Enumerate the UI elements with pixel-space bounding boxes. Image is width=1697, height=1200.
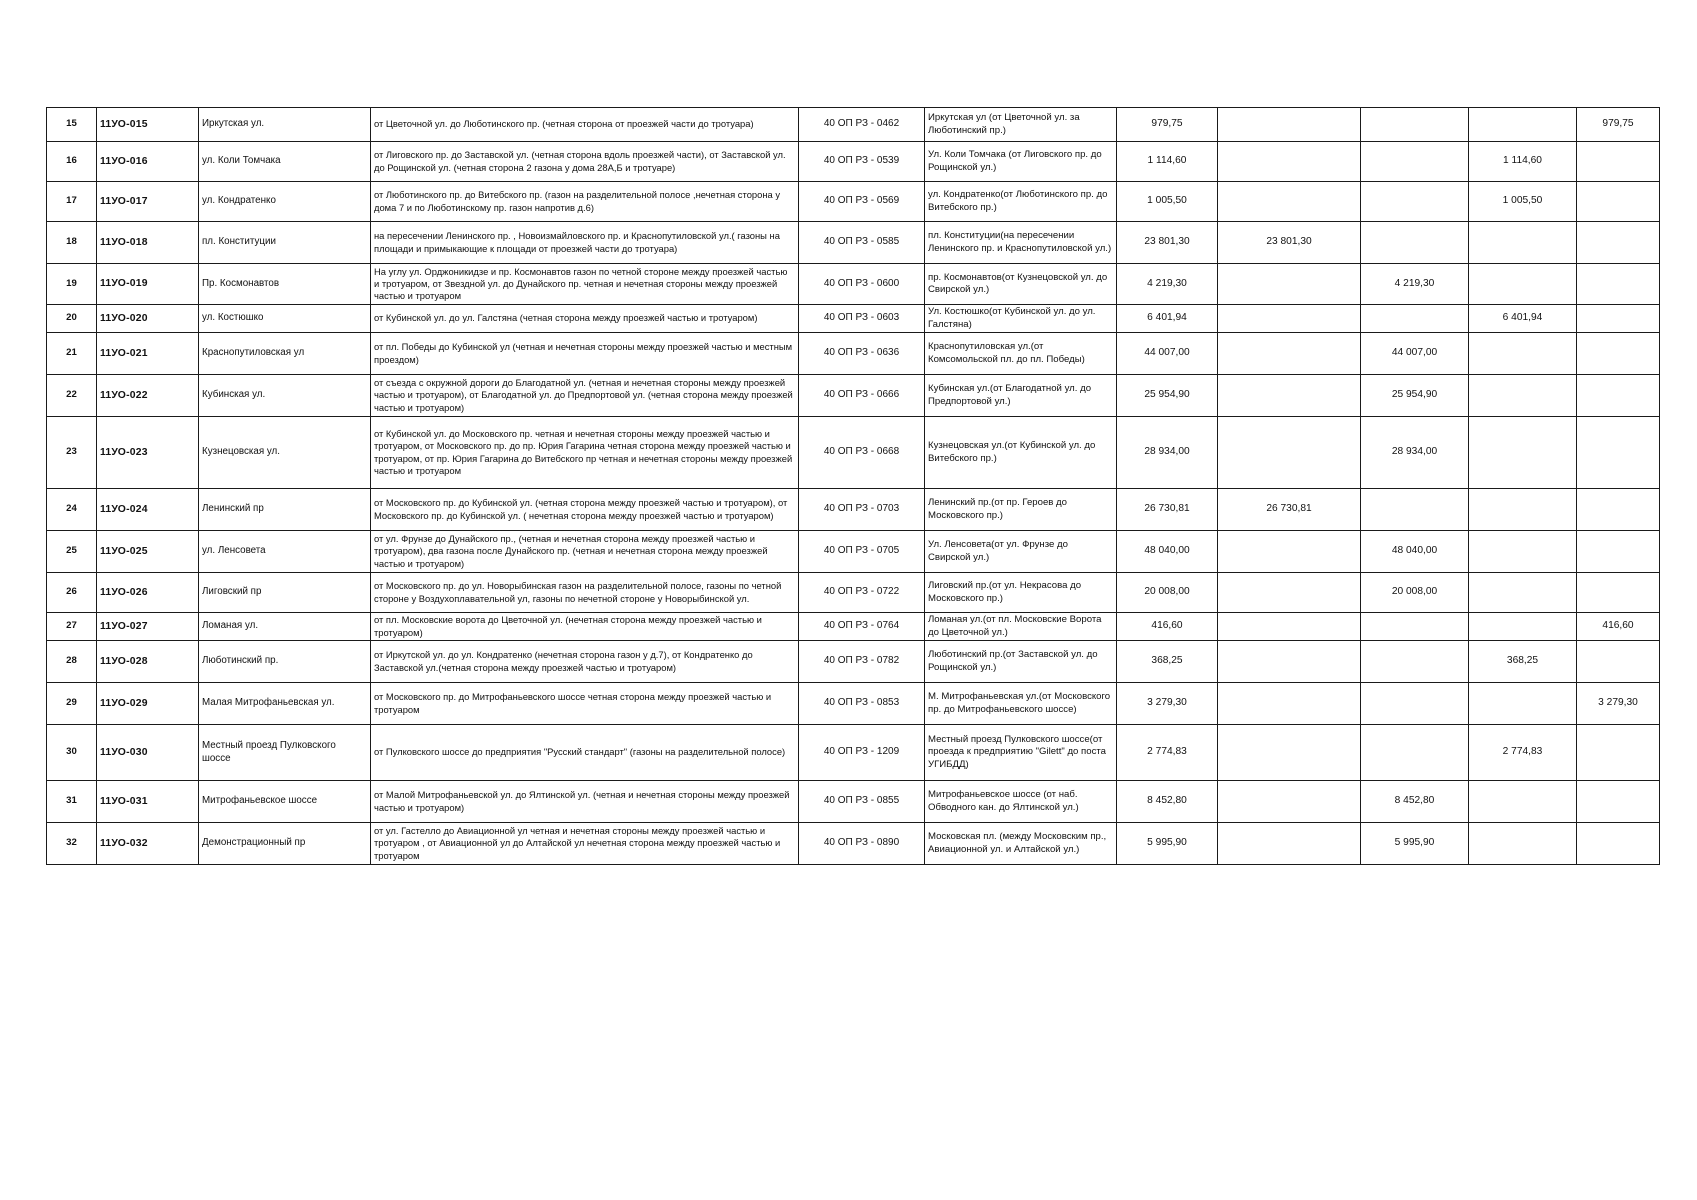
object-code: 11УО-023 (97, 417, 199, 489)
street-name: Ленинский пр (199, 489, 371, 531)
category-1-area (1218, 375, 1361, 417)
road-registry-id: 40 ОП РЗ - 0703 (799, 489, 925, 531)
category-1-area: 26 730,81 (1218, 489, 1361, 531)
table-row (47, 222, 1660, 264)
table-row (47, 305, 1660, 333)
category-2-area: 48 040,00 (1361, 531, 1469, 573)
category-4-area (1577, 641, 1660, 683)
row-number: 25 (47, 531, 97, 573)
total-area: 28 934,00 (1117, 417, 1218, 489)
location-description: от съезда с окружной дороги до Благодатной ул. (четная и нечетная стороны между проезжей частью и тротуаром), от Благодатной ул. до Предпортовой ул. (четная сторона между проезжей частью и тротуаром) (371, 375, 799, 417)
row-number: 17 (47, 182, 97, 222)
street-name: ул. Ленсовета (199, 531, 371, 573)
total-area: 1 005,50 (1117, 182, 1218, 222)
category-4-area (1577, 781, 1660, 823)
road-registry-id: 40 ОП РЗ - 0722 (799, 573, 925, 613)
object-code: 11УО-025 (97, 531, 199, 573)
total-area: 3 279,30 (1117, 683, 1218, 725)
category-4-area (1577, 725, 1660, 781)
category-3-area (1469, 823, 1577, 865)
street-name: Демонстрационный пр (199, 823, 371, 865)
road-registry-id: 40 ОП РЗ - 0600 (799, 264, 925, 305)
road-segment-description: Кузнецовская ул.(от Кубинской ул. до Витебского пр.) (925, 417, 1117, 489)
road-registry-id: 40 ОП РЗ - 0705 (799, 531, 925, 573)
table-row (47, 641, 1660, 683)
location-description: от Цветочной ул. до Люботинского пр. (четная сторона от проезжей части до тротуара) (371, 108, 799, 142)
category-1-area (1218, 333, 1361, 375)
table-row (47, 613, 1660, 641)
total-area: 1 114,60 (1117, 142, 1218, 182)
row-number: 18 (47, 222, 97, 264)
total-area: 979,75 (1117, 108, 1218, 142)
category-3-area: 2 774,83 (1469, 725, 1577, 781)
greenery-areas-table (46, 107, 1660, 865)
row-number: 15 (47, 108, 97, 142)
road-segment-description: Ломаная ул.(от пл. Московские Ворота до Цветочной ул.) (925, 613, 1117, 641)
road-segment-description: ул. Кондратенко(от Люботинского пр. до Витебского пр.) (925, 182, 1117, 222)
category-4-area (1577, 305, 1660, 333)
road-segment-description: Ул. Ленсовета(от ул. Фрунзе до Свирской ул.) (925, 531, 1117, 573)
road-registry-id: 40 ОП РЗ - 0569 (799, 182, 925, 222)
table-row (47, 333, 1660, 375)
location-description: от Люботинского пр. до Витебского пр. (газон на разделительной полосе ,нечетная сторона у дома 7 и по Люботинскому пр. газон напротив д.6) (371, 182, 799, 222)
category-4-area (1577, 573, 1660, 613)
road-segment-description: Кубинская ул.(от Благодатной ул. до Предпортовой ул.) (925, 375, 1117, 417)
road-segment-description: пл. Конституции(на пересечении Ленинского пр. и Краснопутиловской ул.) (925, 222, 1117, 264)
road-segment-description: Ул. Костюшко(от Кубинской ул. до ул. Галстяна) (925, 305, 1117, 333)
category-3-area (1469, 108, 1577, 142)
table-row (47, 375, 1660, 417)
category-1-area (1218, 613, 1361, 641)
category-3-area: 1 114,60 (1469, 142, 1577, 182)
category-1-area (1218, 781, 1361, 823)
object-code: 11УО-024 (97, 489, 199, 531)
road-registry-id: 40 ОП РЗ - 0539 (799, 142, 925, 182)
road-segment-description: Люботинский пр.(от Заставской ул. до Рощинской ул.) (925, 641, 1117, 683)
row-number: 32 (47, 823, 97, 865)
category-3-area (1469, 333, 1577, 375)
category-1-area (1218, 573, 1361, 613)
category-1-area (1218, 823, 1361, 865)
category-3-area: 1 005,50 (1469, 182, 1577, 222)
object-code: 11УО-022 (97, 375, 199, 417)
category-2-area (1361, 182, 1469, 222)
category-4-area (1577, 489, 1660, 531)
location-description: от Пулковского шоссе до предприятия "Русский стандарт" (газоны на разделительной полосе) (371, 725, 799, 781)
category-3-area (1469, 417, 1577, 489)
row-number: 27 (47, 613, 97, 641)
location-description: от Московского пр. до ул. Новорыбинская газон на разделительной полосе, газоны по четной стороне у Воздухоплавательной ул, газоны по нечетной стороне у Новорыбинской ул. (371, 573, 799, 613)
object-code: 11УО-016 (97, 142, 199, 182)
street-name: Иркутская ул. (199, 108, 371, 142)
object-code: 11УО-015 (97, 108, 199, 142)
category-1-area (1218, 182, 1361, 222)
location-description: от ул. Гастелло до Авиационной ул четная и нечетная стороны между проезжей частью и тротуаром , от Авиационной ул до Алтайской ул нечетная сторона между проезжей частью и тротуаром (371, 823, 799, 865)
object-code: 11УО-021 (97, 333, 199, 375)
row-number: 31 (47, 781, 97, 823)
location-description: от Московского пр. до Кубинской ул. (четная сторона между проезжей частью и тротуаром), от Московского пр. до Кубинской ул. ( нечетная сторона между проезжей частью и тротуаром) (371, 489, 799, 531)
road-segment-description: Иркутская ул (от Цветочной ул. за Люботинский пр.) (925, 108, 1117, 142)
road-segment-description: Митрофаньевское шоссе (от наб. Обводного кан. до Ялтинской ул.) (925, 781, 1117, 823)
row-number: 19 (47, 264, 97, 305)
category-4-area (1577, 417, 1660, 489)
object-code: 11УО-020 (97, 305, 199, 333)
location-description: от пл. Победы до Кубинской ул (четная и нечетная стороны между проезжей частью и местным проездом) (371, 333, 799, 375)
row-number: 16 (47, 142, 97, 182)
street-name: Кубинская ул. (199, 375, 371, 417)
category-2-area (1361, 683, 1469, 725)
row-number: 23 (47, 417, 97, 489)
location-description: от Московского пр. до Митрофаньевского шоссе четная сторона между проезжей частью и тротуаром (371, 683, 799, 725)
row-number: 29 (47, 683, 97, 725)
category-2-area (1361, 489, 1469, 531)
category-2-area: 20 008,00 (1361, 573, 1469, 613)
location-description: На углу ул. Орджоникидзе и пр. Космонавтов газон по четной стороне между проезжей частью и тротуаром, от Звездной ул. до Дунайского пр. четная и нечетная стороны между проезжей частью и тротуаром (371, 264, 799, 305)
street-name: Митрофаньевское шоссе (199, 781, 371, 823)
street-name: Лиговский пр (199, 573, 371, 613)
category-2-area (1361, 613, 1469, 641)
road-registry-id: 40 ОП РЗ - 0636 (799, 333, 925, 375)
row-number: 28 (47, 641, 97, 683)
object-code: 11УО-029 (97, 683, 199, 725)
category-1-area (1218, 264, 1361, 305)
category-2-area: 25 954,90 (1361, 375, 1469, 417)
object-code: 11УО-027 (97, 613, 199, 641)
category-4-area (1577, 142, 1660, 182)
category-3-area (1469, 683, 1577, 725)
category-4-area (1577, 264, 1660, 305)
total-area: 416,60 (1117, 613, 1218, 641)
category-2-area (1361, 222, 1469, 264)
category-1-area (1218, 108, 1361, 142)
category-1-area (1218, 641, 1361, 683)
category-2-area (1361, 142, 1469, 182)
category-3-area (1469, 375, 1577, 417)
road-registry-id: 40 ОП РЗ - 0585 (799, 222, 925, 264)
table-row (47, 781, 1660, 823)
category-2-area: 44 007,00 (1361, 333, 1469, 375)
category-1-area (1218, 725, 1361, 781)
category-3-area (1469, 781, 1577, 823)
object-code: 11УО-030 (97, 725, 199, 781)
category-2-area (1361, 725, 1469, 781)
category-1-area (1218, 531, 1361, 573)
road-segment-description: Лиговский пр.(от ул. Некрасова до Московского пр.) (925, 573, 1117, 613)
table-row (47, 489, 1660, 531)
total-area: 48 040,00 (1117, 531, 1218, 573)
category-2-area: 5 995,90 (1361, 823, 1469, 865)
total-area: 23 801,30 (1117, 222, 1218, 264)
category-1-area (1218, 142, 1361, 182)
category-1-area: 23 801,30 (1218, 222, 1361, 264)
total-area: 5 995,90 (1117, 823, 1218, 865)
total-area: 2 774,83 (1117, 725, 1218, 781)
category-3-area (1469, 613, 1577, 641)
table-row (47, 683, 1660, 725)
street-name: Пр. Космонавтов (199, 264, 371, 305)
document-sheet (46, 107, 1659, 865)
row-number: 26 (47, 573, 97, 613)
location-description: от Малой Митрофаньевской ул. до Ялтинской ул. (четная и нечетная стороны между проезжей частью и тротуаром) (371, 781, 799, 823)
location-description: от Лиговского пр. до Заставской ул. (четная сторона вдоль проезжей части), от Заставской ул. до Рощинской ул. (четная сторона 2 газона у дома 28А,Б и тротуаре) (371, 142, 799, 182)
road-segment-description: Московская пл. (между Московским пр., Авиационной ул. и Алтайской ул.) (925, 823, 1117, 865)
category-2-area: 28 934,00 (1361, 417, 1469, 489)
total-area: 6 401,94 (1117, 305, 1218, 333)
road-registry-id: 40 ОП РЗ - 0890 (799, 823, 925, 865)
table-row (47, 823, 1660, 865)
object-code: 11УО-026 (97, 573, 199, 613)
road-registry-id: 40 ОП РЗ - 0853 (799, 683, 925, 725)
total-area: 25 954,90 (1117, 375, 1218, 417)
table-row (47, 264, 1660, 305)
category-3-area (1469, 531, 1577, 573)
road-segment-description: Краснопутиловская ул.(от Комсомольской пл. до пл. Победы) (925, 333, 1117, 375)
road-registry-id: 40 ОП РЗ - 0764 (799, 613, 925, 641)
street-name: ул. Костюшко (199, 305, 371, 333)
total-area: 368,25 (1117, 641, 1218, 683)
category-4-area (1577, 375, 1660, 417)
category-3-area: 368,25 (1469, 641, 1577, 683)
category-4-area: 416,60 (1577, 613, 1660, 641)
object-code: 11УО-019 (97, 264, 199, 305)
location-description: на пересечении Ленинского пр. , Новоизмайловского пр. и Краснопутиловской ул.( газоны на площади и примыкающие к площади от проезжей части до тротуара) (371, 222, 799, 264)
category-3-area: 6 401,94 (1469, 305, 1577, 333)
road-segment-description: Местный проезд Пулковского шоссе(от проезда к предприятию "Gilett" до поста УГИБДД) (925, 725, 1117, 781)
street-name: ул. Коли Томчака (199, 142, 371, 182)
category-2-area (1361, 305, 1469, 333)
total-area: 44 007,00 (1117, 333, 1218, 375)
category-3-area (1469, 573, 1577, 613)
road-registry-id: 40 ОП РЗ - 0462 (799, 108, 925, 142)
table-row (47, 182, 1660, 222)
category-1-area (1218, 417, 1361, 489)
category-4-area (1577, 222, 1660, 264)
street-name: Местный проезд Пулковского шоссе (199, 725, 371, 781)
street-name: Ломаная ул. (199, 613, 371, 641)
object-code: 11УО-018 (97, 222, 199, 264)
row-number: 20 (47, 305, 97, 333)
table-row (47, 573, 1660, 613)
category-4-area (1577, 182, 1660, 222)
category-2-area: 4 219,30 (1361, 264, 1469, 305)
road-registry-id: 40 ОП РЗ - 0666 (799, 375, 925, 417)
road-registry-id: 40 ОП РЗ - 0603 (799, 305, 925, 333)
row-number: 21 (47, 333, 97, 375)
category-2-area: 8 452,80 (1361, 781, 1469, 823)
table-row (47, 531, 1660, 573)
category-4-area: 979,75 (1577, 108, 1660, 142)
category-2-area (1361, 641, 1469, 683)
road-registry-id: 40 ОП РЗ - 1209 (799, 725, 925, 781)
category-1-area (1218, 305, 1361, 333)
category-3-area (1469, 222, 1577, 264)
category-4-area (1577, 531, 1660, 573)
road-registry-id: 40 ОП РЗ - 0782 (799, 641, 925, 683)
row-number: 22 (47, 375, 97, 417)
location-description: от Кубинской ул. до ул. Галстяна (четная сторона между проезжей частью и тротуаром) (371, 305, 799, 333)
total-area: 20 008,00 (1117, 573, 1218, 613)
object-code: 11УО-017 (97, 182, 199, 222)
table-row (47, 142, 1660, 182)
category-4-area (1577, 823, 1660, 865)
category-2-area (1361, 108, 1469, 142)
object-code: 11УО-028 (97, 641, 199, 683)
street-name: Кузнецовская ул. (199, 417, 371, 489)
total-area: 26 730,81 (1117, 489, 1218, 531)
road-segment-description: пр. Космонавтов(от Кузнецовской ул. до Свирской ул.) (925, 264, 1117, 305)
road-segment-description: Ул. Коли Томчака (от Лиговского пр. до Рощинской ул.) (925, 142, 1117, 182)
street-name: Краснопутиловская ул (199, 333, 371, 375)
row-number: 30 (47, 725, 97, 781)
road-registry-id: 40 ОП РЗ - 0668 (799, 417, 925, 489)
location-description: от пл. Московские ворота до Цветочной ул. (нечетная сторона между проезжей частью и тротуаром) (371, 613, 799, 641)
object-code: 11УО-032 (97, 823, 199, 865)
street-name: ул. Кондратенко (199, 182, 371, 222)
road-segment-description: М. Митрофаньевская ул.(от Московского пр. до Митрофаньевского шоссе) (925, 683, 1117, 725)
row-number: 24 (47, 489, 97, 531)
category-1-area (1218, 683, 1361, 725)
table-row (47, 417, 1660, 489)
category-4-area: 3 279,30 (1577, 683, 1660, 725)
category-4-area (1577, 333, 1660, 375)
table-row (47, 108, 1660, 142)
total-area: 8 452,80 (1117, 781, 1218, 823)
location-description: от Кубинской ул. до Московского пр. четная и нечетная стороны между проезжей частью и тротуаром, от Московского пр. до пр. Юрия Гагарина четная сторона между проезжей частью и тротуаром, от пр. Юрия Гагарина до Витебского пр четная и нечетная стороны между проезжей частью и тротуаром (371, 417, 799, 489)
category-3-area (1469, 489, 1577, 531)
road-segment-description: Ленинский пр.(от пр. Героев до Московского пр.) (925, 489, 1117, 531)
table-row (47, 725, 1660, 781)
road-registry-id: 40 ОП РЗ - 0855 (799, 781, 925, 823)
street-name: Люботинский пр. (199, 641, 371, 683)
total-area: 4 219,30 (1117, 264, 1218, 305)
table-body (47, 108, 1660, 865)
street-name: пл. Конституции (199, 222, 371, 264)
location-description: от Иркутской ул. до ул. Кондратенко (нечетная сторона газон у д.7), от Кондратенко до Заставской ул.(четная сторона между проезжей частью и тротуаром) (371, 641, 799, 683)
location-description: от ул. Фрунзе до Дунайского пр., (четная и нечетная сторона между проезжей частью и тротуаром), два газона после Дунайского пр. (четная и нечетная сторона между проезжей частью и тротуаром) (371, 531, 799, 573)
object-code: 11УО-031 (97, 781, 199, 823)
street-name: Малая Митрофаньевская ул. (199, 683, 371, 725)
category-3-area (1469, 264, 1577, 305)
